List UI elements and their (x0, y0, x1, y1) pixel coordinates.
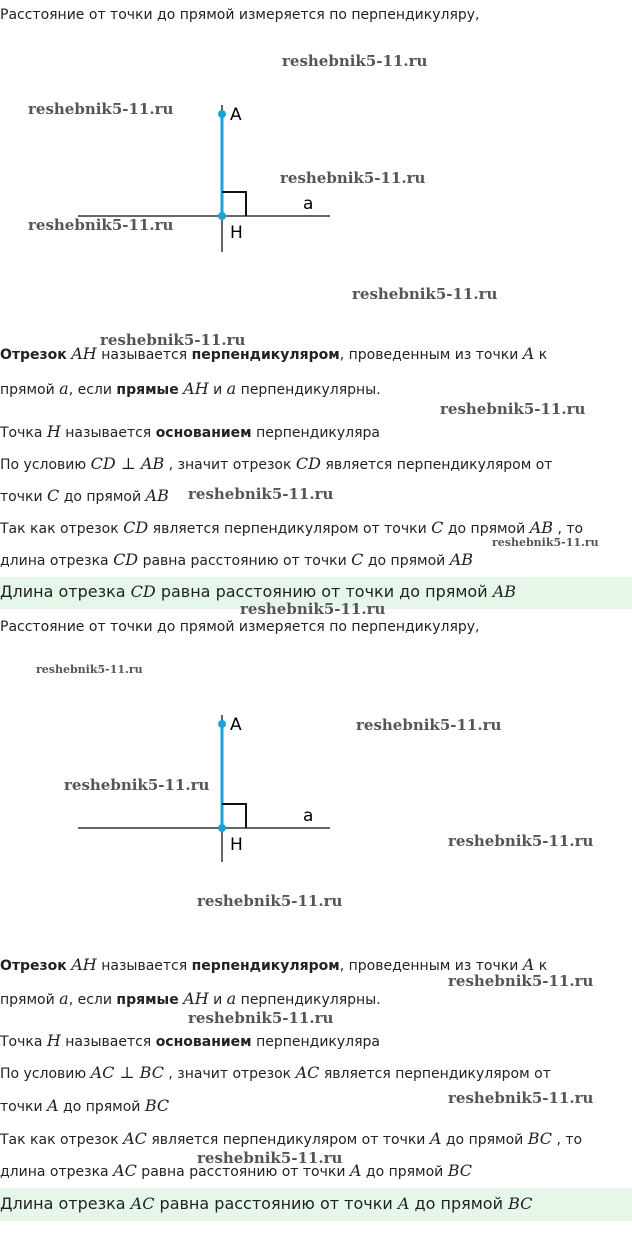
condition-line-2: точки C до прямой AB (0, 486, 169, 505)
watermark: reshebnik5-11.ru (448, 1089, 594, 1107)
condition-line-1: По условию AC ⊥ BC , значит отрезок AC является перпендикуляром от (0, 1063, 551, 1082)
watermark: reshebnik5-11.ru (448, 972, 594, 990)
answer-highlight (0, 1188, 632, 1221)
base-definition: Точка H называется основанием перпендикуляра (0, 422, 381, 441)
watermark: reshebnik5-11.ru (188, 485, 334, 503)
watermark: reshebnik5-11.ru (448, 832, 594, 850)
conclusion-line-1: Так как отрезок AC является перпендикуляром от точки A до прямой BC , то (0, 1129, 583, 1148)
point-h (218, 824, 226, 832)
definition-line-2: прямой a, если прямые AH и a перпендикулярны. (0, 379, 381, 398)
intro-text: Расстояние от точки до прямой измеряется по перпендикуляру, (0, 7, 480, 23)
watermark: reshebnik5-11.ru (28, 100, 174, 118)
conclusion-line-2: длина отрезка CD равна расстоянию от точки C до прямой AB (0, 550, 474, 569)
watermark: reshebnik5-11.ru (28, 216, 174, 234)
watermark: reshebnik5-11.ru (197, 892, 343, 910)
label-line-a: a (303, 806, 314, 826)
conclusion-line-1: Так как отрезок CD является перпендикуляром от точки C до прямой AB , то (0, 518, 584, 537)
point-a (218, 720, 226, 728)
watermark: reshebnik5-11.ru (240, 600, 386, 618)
label-a: A (230, 105, 242, 125)
right-angle-mark (222, 192, 246, 216)
watermark: reshebnik5-11.ru (280, 169, 426, 187)
watermark: reshebnik5-11.ru (36, 663, 143, 676)
answer-text: Длина отрезка CD равна расстоянию от точки до прямой AB (0, 582, 517, 601)
watermark: reshebnik5-11.ru (492, 536, 599, 549)
label-h: H (230, 223, 243, 243)
label-line-a: a (303, 194, 314, 214)
label-h: H (230, 835, 243, 855)
condition-line-1: По условию CD ⊥ AB , значит отрезок CD является перпендикуляром от (0, 454, 553, 473)
point-a (218, 110, 226, 118)
watermark: reshebnik5-11.ru (197, 1149, 343, 1167)
answer-text: Длина отрезка AC равна расстоянию от точки A до прямой BC (0, 1194, 533, 1213)
conclusion-line-2: длина отрезка AC равна расстоянию от точки A до прямой BC (0, 1161, 473, 1180)
label-a: A (230, 715, 242, 735)
watermark: reshebnik5-11.ru (440, 400, 586, 418)
base-definition: Точка H называется основанием перпендикуляра (0, 1031, 381, 1050)
condition-line-2: точки A до прямой BC (0, 1096, 170, 1115)
point-h (218, 212, 226, 220)
definition-line-1: Отрезок AH называется перпендикуляром, проведенным из точки A к (0, 955, 548, 974)
intro-text: Расстояние от точки до прямой измеряется по перпендикуляру, (0, 619, 480, 635)
watermark: reshebnik5-11.ru (64, 776, 210, 794)
definition-line-2: прямой a, если прямые AH и a перпендикулярны. (0, 989, 381, 1008)
watermark: reshebnik5-11.ru (188, 1009, 334, 1027)
watermark: reshebnik5-11.ru (100, 331, 246, 349)
watermark: reshebnik5-11.ru (282, 52, 428, 70)
right-angle-mark (222, 804, 246, 828)
watermark: reshebnik5-11.ru (352, 285, 498, 303)
watermark: reshebnik5-11.ru (356, 716, 502, 734)
definition-line-1: Отрезок AH называется перпендикуляром, проведенным из точки A к (0, 344, 548, 363)
